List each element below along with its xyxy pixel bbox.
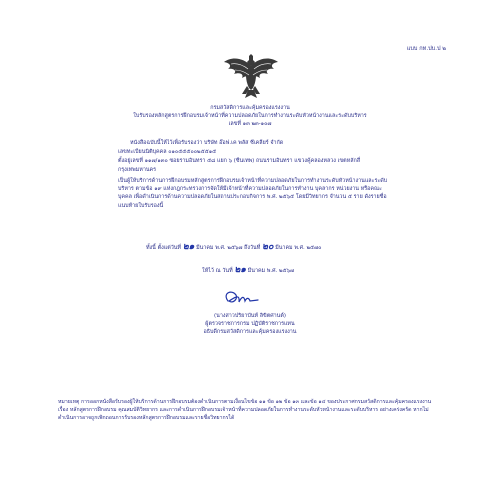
signatory-position-2: อธิบดีกรมสวัสดิการและคุ้มครองแรงงาน <box>203 329 297 335</box>
footer-note: หมายเหตุ การออกหนังสือรับรองผู้ให้บริการด้านการฝึกอบรมต้องดำเนินการตามเงื่อนไขข้อ ๑๑ ข้อ ๑๒ ข้อ ๑๓ และข้อ ๑๔ ของประกาศกรมสวัสดิการและคุ้มครองแรงงาน เรื่อง หลักสูตรการฝึกอบรม คุณสมบัติวิทยากร และการดำเนินการฝึกอบรมเจ้าหน้าที่ความปลอดภัยในการทำงานระดับหัวหน้างานและระดับบริหาร อย่างเคร่งครัด หากไม่ดำเนินการอาจถูกเพิกถอนการรับรองหลักสูตรการฝึกอบรมและรายชื่อวิทยากรได้ <box>58 399 432 422</box>
issued-rest: มีนาคม พ.ศ. ๒๕๖๗ <box>247 268 295 274</box>
registration-number: เลขทะเบียนนิติบุคคล ๐๑๐๕๕๕๐๐๒๕๕๑๕ <box>118 149 217 155</box>
form-code: แบบ กท.ปบ.ป ๒ <box>406 46 446 52</box>
validity-prefix: ทั้งนี้ ตั้งแต่วันที่ <box>146 245 181 251</box>
handwritten-signature <box>218 287 262 309</box>
validity-period <box>146 243 321 252</box>
issued-day: ๒๑ <box>234 265 246 275</box>
validity-end-rest: มีนาคม พ.ศ. ๒๕๗๐ <box>275 245 322 251</box>
signatory-position-1: ผู้ตรวจราชการกรม ปฏิบัติราชการแทน <box>205 321 295 327</box>
validity-start-rest: มีนาคม พ.ศ. ๒๕๖๗ ถึงวันที่ <box>196 245 261 251</box>
garuda-emblem-icon <box>222 54 280 98</box>
validity-end-day: ๒๐ <box>262 242 274 252</box>
certificate-title: ใบรับรองหลักสูตรการฝึกอบรมเจ้าหน้าที่ความปลอดภัยในการทำงานระดับหัวหน้างานและระดับบริหาร <box>133 113 367 119</box>
issued-prefix: ให้ไว้ ณ วันที่ <box>202 268 233 274</box>
department-name: กรมสวัสดิการและคุ้มครองแรงงาน <box>210 105 290 111</box>
validity-start-day: ๒๑ <box>182 242 195 252</box>
address-line-2: กรุงเทพมหานคร <box>118 167 157 173</box>
signatory-name: (นางสาวปริยาบันท์ ลิขิตศานต์) <box>214 313 286 319</box>
issued-date <box>202 266 294 275</box>
address-line-1: ตั้งอยู่เลขที่ ๑๑๗/๑๓๐ ซอยรามอินทรา ๕๘ แยก ๖ (ซีนเทพ) ถนนรามอินทรา แขวงคู้คลองหลวง เขตหลักสี่ <box>118 158 361 164</box>
intro-statement: หนังสือฉบับนี้ให้ไว้เพื่อรับรองว่า บริษัท อ๊อฟ.เค พลัส ซีเคลียร์ จำกัด <box>130 140 284 146</box>
certificate-paragraph: เป็นผู้ให้บริการด้านการฝึกอบรมหลักสูตรการฝึกอบรมเจ้าหน้าที่ความปลอดภัยในการทำงานระดับหัวหน้างานและระดับบริหาร ตามข้อ ๑๙ แห่งกฎกระทรวงการจัดให้มีเจ้าหน้าที่ความปลอดภัยในการทำงาน บุคลากร หน่วยงาน หรือคณะบุคคล เพื่อดำเนินการด้านความปลอดภัยในสถานประกอบกิจการ พ.ศ. ๒๕๖๕ โดยมีวิทยากร จำนวน ๕ ราย ดังรายชื่อแนบท้ายใบรับรองนี้ <box>118 178 388 209</box>
certificate-number: เลขที่ ๑๓ ๒๓-๑๐๗ <box>228 121 272 127</box>
